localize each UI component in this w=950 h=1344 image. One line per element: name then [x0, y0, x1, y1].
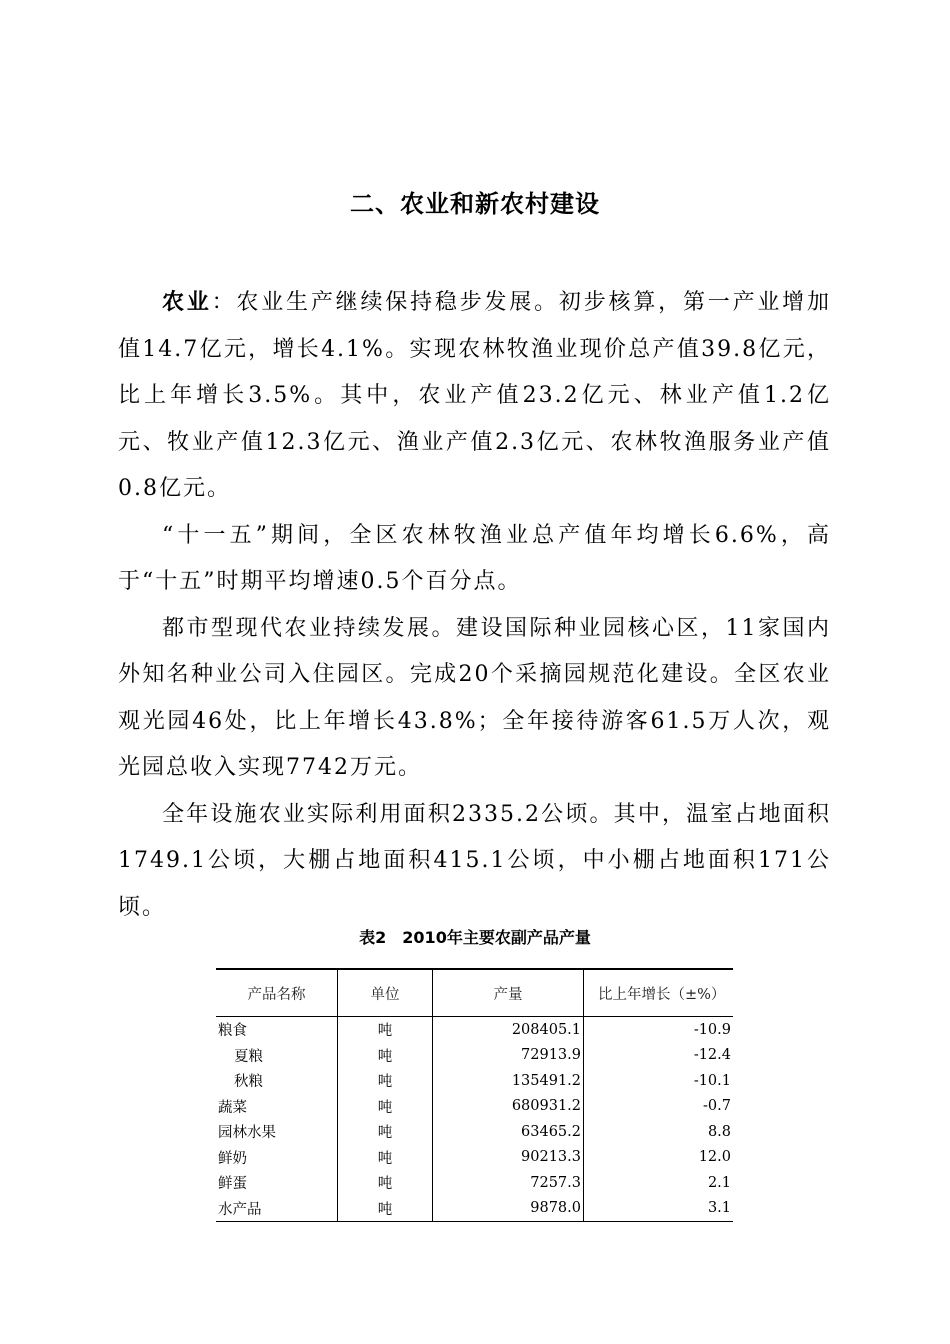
output-cell: 63465.2	[433, 1119, 584, 1145]
table-title: 表2 2010年主要农副产品产量	[359, 928, 591, 947]
table-row	[216, 1094, 733, 1120]
growth-cell: 12.0	[584, 1145, 734, 1171]
unit-cell: 吨	[338, 1170, 433, 1196]
growth-cell: -10.1	[584, 1068, 734, 1094]
table-header-row	[216, 969, 733, 1017]
product-name-cell: 水产品	[216, 1196, 338, 1222]
growth-cell: -12.4	[584, 1043, 734, 1069]
growth-cell: -10.9	[584, 1017, 734, 1043]
output-cell: 135491.2	[433, 1068, 584, 1094]
growth-cell: -0.7	[584, 1094, 734, 1120]
output-cell: 208405.1	[433, 1017, 584, 1043]
paragraph-agriculture	[118, 280, 831, 513]
column-header-output: 产量	[433, 969, 584, 1017]
product-name-cell: 夏粮	[234, 1048, 263, 1065]
unit-cell: 吨	[338, 1119, 433, 1145]
growth-cell: 8.8	[584, 1119, 734, 1145]
table-row	[216, 1196, 733, 1222]
paragraph-urban-agriculture: 都市型现代农业持续发展。建设国际种业园核心区，11家国内外知名种业公司入住园区。完成20个采摘园规范化建设。全区农业观光园46处，比上年增长43.8%；全年接待游客61.5万人次，观光园总收入实现7742万元。	[118, 615, 831, 780]
product-name-cell: 鲜奶	[218, 1150, 247, 1167]
growth-cell: 3.1	[584, 1196, 734, 1222]
table-row	[216, 1043, 733, 1069]
unit-cell: 吨	[338, 1196, 433, 1222]
paragraph-facility-agriculture: 全年设施农业实际利用面积2335.2公顷。其中，温室占地面积1749.1公顷，大棚占地面积415.1公顷，中小棚占地面积171公顷。	[118, 801, 831, 920]
product-name-cell: 园林水果	[218, 1125, 276, 1142]
body-text	[118, 280, 831, 931]
unit-cell: 吨	[338, 1145, 433, 1171]
output-cell: 90213.3	[433, 1145, 584, 1171]
table-row	[216, 1145, 733, 1171]
unit-cell: 吨	[338, 1068, 433, 1094]
column-header-unit: 单位	[338, 969, 433, 1017]
output-cell: 72913.9	[433, 1043, 584, 1069]
paragraph-five-year: “十一五”期间，全区农林牧渔业总产值年均增长6.6%，高于“十五”时期平均增速0.5个百分点。	[118, 522, 831, 594]
column-header-growth: 比上年增长（±%）	[584, 969, 734, 1017]
section-title: 二、农业和新农村建设	[350, 190, 600, 218]
table-row	[216, 1068, 733, 1094]
unit-cell: 吨	[338, 1017, 433, 1043]
growth-cell: 2.1	[584, 1170, 734, 1196]
paragraph-text: ：农业生产继续保持稳步发展。初步核算，第一产业增加值14.7亿元，增长4.1%。实现农林牧渔业现价总产值39.8亿元，比上年增长3.5%。其中，农业产值23.2亿元、林业产值1.2亿元、牧业产值12.3亿元、渔业产值2.3亿元、农林牧渔服务业产值0.8亿元。	[118, 290, 831, 501]
output-cell: 680931.2	[433, 1094, 584, 1120]
table-row	[216, 1119, 733, 1145]
product-name-cell: 鲜蛋	[218, 1176, 247, 1193]
product-name-cell: 秋粮	[234, 1074, 263, 1091]
product-name-cell: 蔬菜	[218, 1099, 247, 1116]
paragraph-lead: 农业	[162, 290, 212, 315]
production-table	[216, 968, 733, 1222]
table-row	[216, 1017, 733, 1043]
unit-cell: 吨	[338, 1043, 433, 1069]
column-header-name: 产品名称	[216, 969, 338, 1017]
table-body	[216, 1017, 733, 1222]
output-cell: 7257.3	[433, 1170, 584, 1196]
product-name-cell: 粮食	[218, 1023, 247, 1040]
output-cell: 9878.0	[433, 1196, 584, 1222]
table-row	[216, 1170, 733, 1196]
unit-cell: 吨	[338, 1094, 433, 1120]
